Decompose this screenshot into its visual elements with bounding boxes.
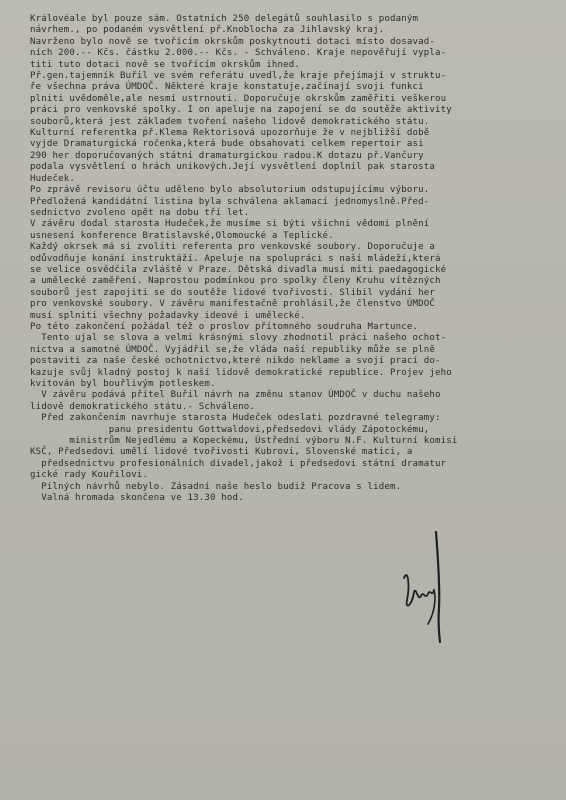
text-line-32: kazuje svůj kladný postoj k naší lidově demokratické republice. Projev jeho — [30, 367, 452, 378]
text-line-17: Předložená kandidátní listina byla schválena aklamací jednomyslně.Před- — [30, 196, 430, 207]
text-line-23: se velice osvědčila zvláště v Praze. Dětská divadla musí míti paedagogické — [30, 264, 447, 275]
text-line-3: Navrženo bylo nově se tvořícím okrskům poskytnouti dotaci místo dosavad- — [30, 36, 435, 47]
text-line-13: 290 her doporučovaných státní dramaturgickou radou.K dotazu př.Vančury — [30, 150, 424, 161]
text-line-22: odůvodňuje konání instruktáží. Apeluje na spolupráci s naší mládeží,která — [30, 253, 441, 264]
text-line-25: souborů jest zapojiti se do soutěže lidové tvořivosti. Slibil vydání her — [30, 287, 435, 298]
text-line-20: usnesení konference Bratislavské,Olomoucké a Teplické. — [30, 230, 334, 241]
text-line-39: KSČ, Předsedovi umělí lidové tvořivosti Kubrovi, Slovenské matici, a — [30, 447, 413, 458]
text-line-43: Valná hromada skončena ve 13.30 hod. — [30, 493, 244, 504]
text-line-10: souborů,která jest základem tvoření našeho lidově demokratického státu. — [30, 116, 430, 127]
text-line-5: titi tuto dotaci nově se tvořícím okrskům ihned. — [30, 59, 300, 70]
text-line-9: práci pro venkovské spolky. I on apeluje na zapojení se do soutěže aktivity — [30, 105, 452, 116]
text-line-37: panu presidentu Gottwaldovi,předsedovi vlády Zápotockému, — [30, 424, 430, 435]
text-line-41: gické rady Kouřilovi. — [30, 470, 149, 481]
text-line-33: kvitován byl bouřlivým potleskem. — [30, 379, 216, 389]
text-line-6: Př.gen.tajemník Buřil ve svém referátu uvedl,že kraje přejímají v struktu- — [30, 71, 447, 82]
text-line-35: lidově demokratického státu.- Schváleno. — [30, 401, 255, 412]
text-line-19: V závěru dodal starosta Hudeček,že musíme si býti všichni vědomi plnění — [30, 219, 430, 230]
text-line-38: ministrům Nejedlému a Kopeckému, Ústřední výboru N.F. Kulturní komisi — [30, 436, 458, 447]
text-line-15: Hudeček. — [30, 173, 75, 184]
text-line-36: Před zakončením navrhuje starosta Hudeček odeslati pozdravné telegramy: — [30, 413, 441, 424]
text-line-30: nictva a samotné ÚMDOČ. Vyjádřil se,že vláda naší republiky může se plně — [30, 344, 435, 355]
text-line-14: podala vysvětlení o hrách unikových.Její vysvětlení doplnil pak starosta — [30, 162, 435, 173]
text-line-27: musí splniti všechny požadavky ideové i umělecké. — [30, 310, 306, 321]
handwritten-signature — [398, 528, 468, 646]
text-line-24: a umělecké zaměření. Naprostou podmínkou pro spolky členy Kruhu vítězných — [30, 276, 441, 287]
text-line-11: Kulturní referentka př.Klema Rektorisová upozorňuje že v nejbližší době — [30, 128, 430, 139]
text-line-26: pro venkovské soubory. V závěru manifestačně prohlásil,že členstvo ÚMDOČ — [30, 299, 435, 310]
text-line-16: Po zprávě revisoru účtu uděleno bylo absolutorium odstupujícímu výboru. — [30, 185, 430, 196]
text-line-40: předsednictvu profesionálních divadel,jakož i předsedovi státní dramatur — [30, 458, 447, 469]
text-line-4: ních 200.-- Kčs. částku 2.000.-- Kčs. - Schváleno. Kraje nepověřují vypla- — [30, 48, 447, 59]
text-line-31: postaviti za naše české ochotnictvo,které nikdo neklame a svojí prací do- — [30, 356, 441, 367]
text-line-21: Každý okrsek má si zvoliti referenta pro venkovské soubory. Doporučuje a — [30, 242, 435, 253]
text-line-1: Královéale byl pouze sám. Ostatních 250 delegátů souhlasilo s podaným — [30, 14, 419, 24]
text-line-29: Tento ujal se slova a velmi krásnými slovy zhodnotil práci našeho ochot- — [30, 333, 447, 344]
text-line-2: návrhem., po podaném vysvětlení př.Knoblocha za Jihlavský kraj. — [30, 25, 385, 36]
text-line-28: Po této zakončení požádal též o proslov přítomného soudruha Martunce. — [30, 321, 419, 332]
text-line-7: ře všechna práva ÚMDOČ. Některé kraje konstatuje,začínají svoji funkci — [30, 82, 424, 93]
text-line-8: plniti uvědoměle,ale nesmí ustrnouti. Doporučuje okrskům zaměřiti veškerou — [30, 93, 447, 104]
text-line-18: sednictvo zvoleno opět na dobu tří let. — [30, 207, 250, 218]
text-line-42: Pilných návrhů nebylo. Zásadní naše heslo budiž Pracova s lidem. — [30, 481, 402, 492]
document-body — [30, 14, 560, 504]
text-line-12: vyjde Dramaturgická ročenka,která bude obsahovati celkem repertoir asi — [30, 139, 424, 150]
text-line-34: V závěru podává přítel Buřil návrh na změnu stanov ÚMDOČ v duchu našeho — [30, 390, 441, 401]
